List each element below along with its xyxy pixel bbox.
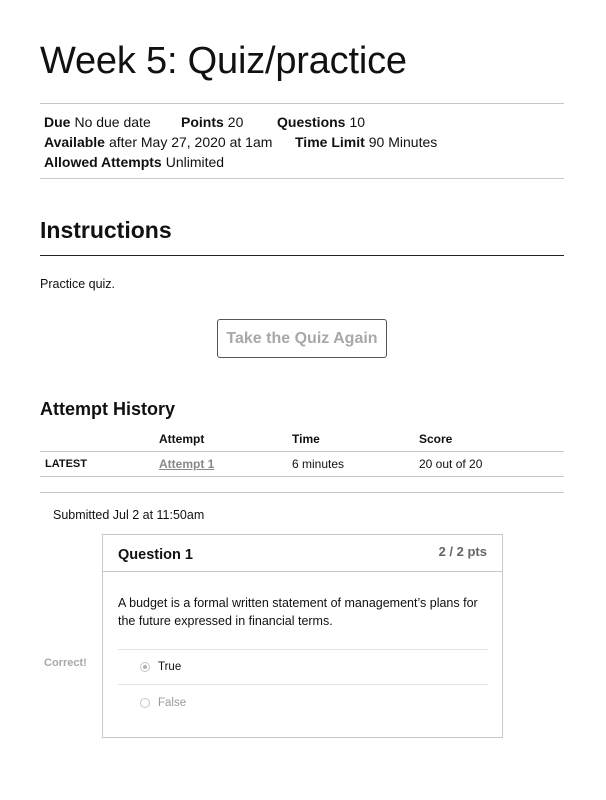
points-value: 20: [227, 114, 244, 130]
available-value: after May 27, 2020 at 1am: [108, 134, 273, 150]
section-divider: [40, 492, 564, 493]
instructions-divider: [40, 255, 564, 256]
page-title: Week 5: Quiz/practice: [40, 40, 407, 82]
due-label: Due: [44, 114, 71, 130]
time-limit-label: Time Limit: [295, 134, 365, 150]
answer-label: False: [158, 697, 187, 709]
radio-selected-icon[interactable]: [140, 662, 150, 672]
available-info: [44, 134, 272, 150]
questions-info: [277, 114, 365, 130]
questions-value: 10: [349, 114, 366, 130]
instructions-heading: Instructions: [40, 217, 172, 243]
quiz-details: [40, 103, 564, 179]
question-points: 2 / 2 pts: [438, 544, 487, 559]
instructions-text: Practice quiz.: [40, 277, 116, 291]
question-card: [102, 534, 503, 738]
points-info: [181, 114, 243, 130]
column-header-score: Score: [419, 428, 564, 451]
attempts-info: [44, 154, 224, 170]
question-text: A budget is a formal written statement of management’s plans for the future expressed in financial terms.: [118, 596, 478, 628]
answer-option-false[interactable]: [118, 685, 488, 721]
correct-answer-label: Correct!: [44, 657, 87, 669]
attempts-value: Unlimited: [165, 154, 225, 170]
column-header-tag: [40, 428, 159, 451]
attempt-history-heading: Attempt History: [40, 399, 176, 419]
available-label: Available: [44, 134, 105, 150]
table-row: [40, 451, 564, 476]
table-header-row: [40, 428, 564, 451]
answer-option-true[interactable]: [118, 649, 488, 685]
questions-label: Questions: [277, 114, 346, 130]
column-header-attempt: Attempt: [159, 428, 292, 451]
submitted-timestamp: Submitted Jul 2 at 11:50am: [53, 508, 205, 522]
time-limit-info: [295, 134, 437, 150]
attempt-link[interactable]: Attempt 1: [159, 456, 215, 471]
time-limit-value: 90 Minutes: [368, 134, 438, 150]
attempts-label: Allowed Attempts: [44, 154, 162, 170]
due-info: [44, 114, 151, 130]
points-label: Points: [181, 114, 224, 130]
radio-empty-icon[interactable]: [140, 698, 150, 708]
attempt-history-table: [40, 428, 564, 477]
question-title: Question 1: [118, 547, 193, 563]
take-quiz-again-button[interactable]: Take the Quiz Again: [217, 319, 387, 358]
column-header-time: Time: [292, 428, 419, 451]
attempt-score: 20 out of 20: [419, 451, 564, 476]
question-header: [103, 535, 502, 572]
attempt-time: 6 minutes: [292, 451, 419, 476]
answer-label: True: [158, 661, 182, 673]
latest-tag: LATEST: [40, 451, 159, 476]
due-value: No due date: [74, 114, 151, 130]
